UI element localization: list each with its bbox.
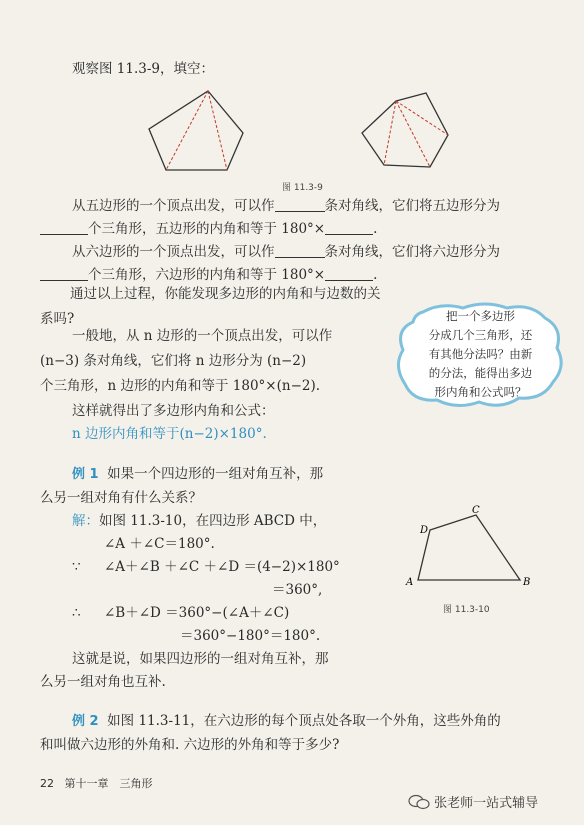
fill-line-2: 个三角形，五边形的内角和等于 180°× . [40, 220, 377, 238]
blank-field[interactable] [275, 197, 325, 212]
example1-question-1 [72, 465, 323, 484]
example1-solution-5: ∠B＋∠D ＝360°−(∠A＋∠C) [104, 605, 290, 621]
blank-field[interactable] [325, 220, 373, 235]
figure-caption-11-3-9: 图 11.3-9 [282, 183, 323, 193]
blank-field[interactable] [40, 220, 88, 235]
fill-text: 条对角线，它们将五边形分为 [324, 198, 500, 214]
paragraph-formula-intro: 这样就得出了多边形内角和公式： [72, 403, 275, 419]
wechat-icon [408, 794, 430, 810]
example2-label: 例 2 [72, 714, 99, 729]
cloud-line: 把一个多边形 [446, 309, 515, 323]
fill-text: 个三角形，五边形的内角和等于 180°× [88, 221, 326, 237]
example2-question-1 [72, 712, 501, 731]
example2-question-2: 和叫做六边形的外角和. 六边形的外角和等于多少? [40, 737, 340, 753]
solution-label: 解： [72, 513, 99, 529]
page-number: 22 [40, 777, 54, 790]
example1-solution-2: ∠A ＋∠C＝180°. [104, 536, 215, 552]
example1-solution-6: ＝360°−180°＝180°. [180, 628, 321, 644]
formula-text: n 边形内角和等于(n−2)×180°. [72, 426, 267, 442]
example1-solution-3: ∠A＋∠B ＋∠C ＋∠D ＝(4−2)×180° [104, 559, 340, 575]
vertex-label-d: D [420, 525, 429, 536]
cloud-line: 有其他分法吗？由新 [428, 347, 533, 361]
blank-field[interactable] [325, 266, 373, 281]
fill-text: 从六边形的一个顶点出发，可以作 [72, 244, 275, 260]
example1-conclusion-2: 么另一组对角也互补. [40, 674, 166, 690]
vertex-label-b: B [523, 577, 531, 588]
blank-field[interactable] [40, 266, 88, 281]
watermark [408, 792, 538, 811]
example1-solution-4: ＝360°, [272, 582, 323, 598]
chapter-title: 第十一章 三角形 [64, 777, 153, 790]
solution-text: 如图 11.3-10，在四边形 ABCD 中， [99, 513, 327, 529]
example1-q-text: 如果一个四边形的一组对角互补，那 [107, 466, 324, 482]
fill-line-1 [72, 197, 500, 215]
hexagon-diagonal [396, 101, 448, 135]
cloud-line: 分成几个三角形，还 [428, 328, 533, 342]
paragraph-question: 通过以上过程，你能发现多边形的内角和与边数的关系吗? [40, 286, 381, 327]
example1-conclusion-1: 这就是说，如果四边形的一组对角互补，那 [72, 651, 329, 667]
hexagon [362, 93, 448, 167]
fill-line-4: 个三角形，六边形的内角和等于 180°× . [40, 266, 377, 284]
vertex-label-a: A [406, 577, 414, 588]
paragraph-general-3: 个三角形，n 边形的内角和等于 180°×(n−2). [40, 378, 321, 394]
paragraph-general-2: (n−3) 条对角线，它们将 n 边形分为 (n−2) [40, 353, 307, 369]
figure-11-3-10 [400, 500, 550, 595]
fill-text: 从五边形的一个顶点出发，可以作 [72, 198, 275, 214]
fill-line-3 [72, 243, 500, 261]
intro-text: 观察图 11.3-9，填空： [72, 61, 215, 77]
figure-caption-11-3-10: 图 11.3-10 [443, 605, 490, 615]
blank-field[interactable] [275, 243, 325, 258]
cloud-line: 形内角和公式吗？ [434, 385, 527, 399]
pentagon [149, 91, 243, 170]
figure-11-3-9 [140, 85, 470, 175]
example1-solution-1 [72, 512, 326, 530]
example1-question-2: 么另一组对角有什么关系？ [40, 490, 202, 506]
quadrilateral-abcd [418, 515, 520, 580]
vertex-label-c: C [472, 505, 480, 516]
cloud-line: 的分法，能得出多边 [428, 366, 533, 380]
cloud-text [408, 307, 553, 402]
pentagon-diagonal [166, 91, 208, 170]
page-footer [40, 775, 153, 791]
fill-text: 个三角形，六边形的内角和等于 180°× [88, 267, 326, 283]
example1-therefore-symbol: ∴ [72, 605, 81, 621]
fill-text: 条对角线，它们将六边形分为 [324, 244, 500, 260]
hexagon-diagonal [396, 101, 430, 167]
watermark-text: 张老师一站式辅导 [434, 796, 539, 811]
example1-because-symbol: ∵ [72, 559, 81, 575]
example2-q-text: 如图 11.3-11，在六边形的每个顶点处各取一个外角，这些外角的 [107, 713, 501, 729]
example1-label: 例 1 [72, 467, 99, 482]
paragraph-general-1: 一般地，从 n 边形的一个顶点出发，可以作 [72, 328, 333, 344]
